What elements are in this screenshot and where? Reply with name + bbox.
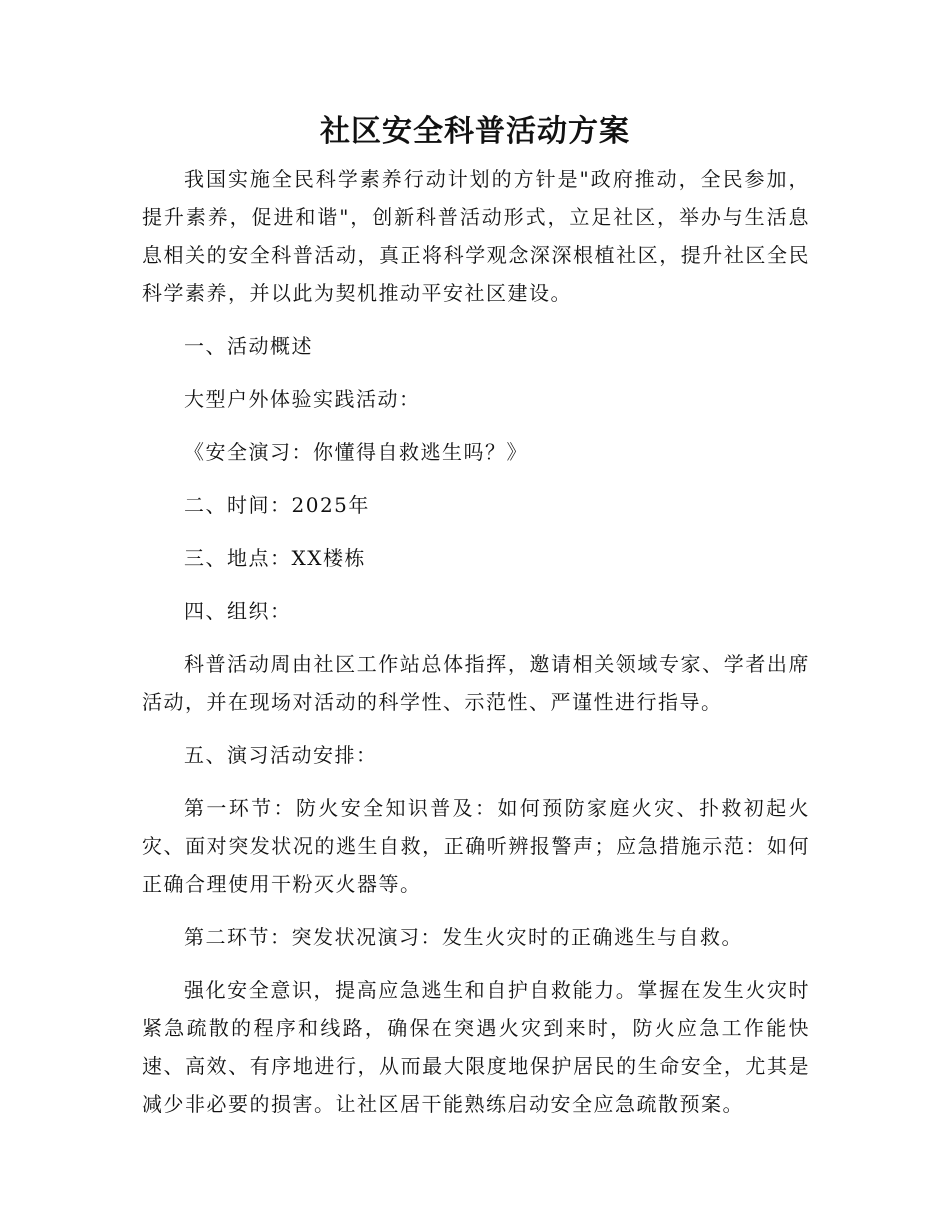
first-stage-paragraph: 第一环节：防火安全知识普及：如何预防家庭火灾、扑救初起火灾、面对突发状况的逃生自救，正确听辨报警声；应急措施示范：如何正确合理使用干粉灭火器等。 <box>142 796 810 896</box>
organization-paragraph: 科普活动周由社区工作站总体指挥，邀请相关领域专家、学者出席活动，并在现场对活动的科学性、示范性、严谨性进行指导。 <box>142 652 810 714</box>
activity-type-line: 大型户外体验实践活动： <box>184 387 421 411</box>
drill-arrangement-heading: 五、演习活动安排： <box>184 743 378 767</box>
location-line: 三、地点：XX楼栋 <box>184 546 366 570</box>
second-stage-paragraph: 第二环节：突发状况演习：发生火灾时的正确逃生与自救。 <box>184 925 743 949</box>
section-heading-overview: 一、活动概述 <box>184 334 313 358</box>
organization-heading: 四、组织： <box>184 599 292 623</box>
activity-name-line: 《安全演习：你懂得自救逃生吗？》 <box>184 440 528 464</box>
objective-paragraph: 强化安全意识，提高应急逃生和自护自救能力。掌握在发生火灾时紧急疏散的程序和线路，确保在突遇火灾到来时，防火应急工作能快速、高效、有序地进行，从而最大限度地保护居民的生命安全，尤其是减少非必要的损害。让社区居干能熟练启动安全应急疏散预案。 <box>142 978 810 1116</box>
document-title: 社区安全科普活动方案 <box>320 114 630 149</box>
intro-paragraph: 我国实施全民科学素养行动计划的方针是"政府推动，全民参加，提升素养，促进和谐"，创新科普活动形式，立足社区，举办与生活息息相关的安全科普活动，真正将科学观念深深根植社区，提升社区全民科学素养，并以此为契机推动平安社区建设。 <box>142 167 810 305</box>
time-line: 二、时间：2025年 <box>184 493 370 517</box>
document-body <box>142 160 810 1138</box>
